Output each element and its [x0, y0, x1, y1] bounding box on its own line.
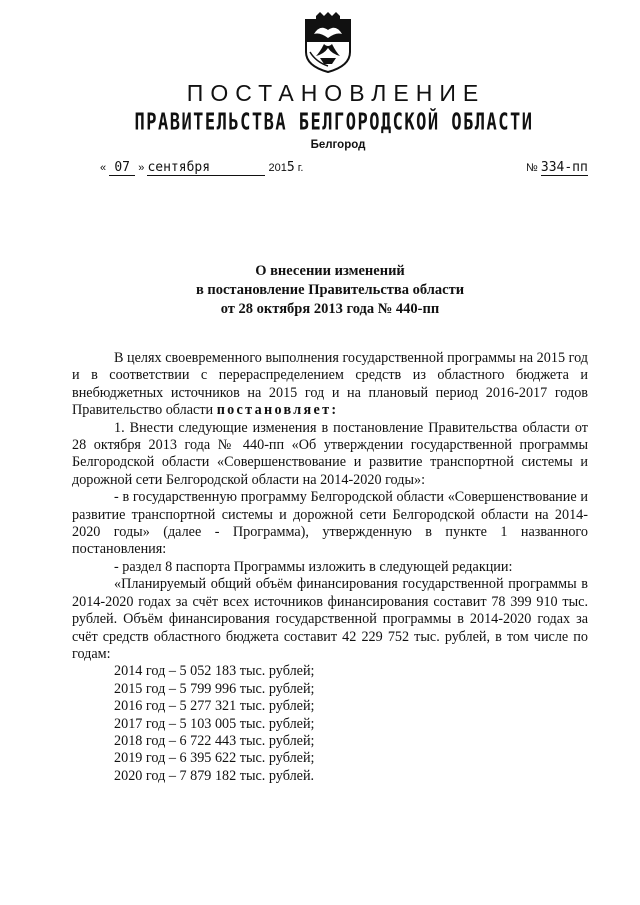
year-item: 2020 год – 7 879 182 тыс. рублей.: [114, 767, 315, 784]
yearly-financing-list: [114, 663, 588, 785]
date-year-prefix: 201: [268, 162, 287, 174]
subject-line-3: от 28 октября 2013 года № 440-пп: [220, 301, 440, 317]
date-month: сентября: [147, 160, 265, 176]
document-type-title: ПОСТАНОВЛЕНИЕ: [186, 80, 486, 106]
decree-body: [72, 350, 588, 785]
year-item: 2015 год – 5 799 996 тыс. рублей;: [114, 680, 315, 697]
date-year-digit: 5: [286, 160, 295, 175]
number-value: 334-пп: [540, 160, 588, 175]
preamble-text: В целях своевременного выполнения государственной программы на 2015 год и в соответствии с перераспределением средств из областного бюджета и внебюджетных источников на 2015 год и на плановый период 2016-2017 годов Правительство области: [72, 350, 588, 419]
clause-1-paragraph: 1. Внести следующие изменения в постановление Правительства области от 28 октября 2013 года № 440-пп «Об утверждении государственной программы Белгородской области «Совершенствование и развитие транспортной системы и дорожной сети Белгородской области на 2014-2020 годы»:: [72, 419, 588, 488]
number-label: №: [526, 162, 538, 174]
date-day: 07: [109, 160, 135, 176]
year-item: 2018 год – 6 722 443 тыс. рублей;: [114, 732, 315, 749]
program-amendment-paragraph: - в государственную программу Белгородской области «Совершенствование и развитие транспортной системы и дорожной сети Белгородской области на 2014-2020 годы» (далее - Программа), утвержденную в пункте 1 названного постановления:: [72, 489, 588, 558]
subject-line-2: в постановление Правительства области: [195, 282, 465, 298]
date-close-quote: »: [138, 162, 145, 174]
year-item: 2017 год – 5 103 005 тыс. рублей;: [114, 715, 315, 732]
decree-subject: [10, 262, 640, 319]
financing-paragraph: «Планируемый общий объём финансирования государственной программы в 2014-2020 годах за счёт всех источников финансирования составит 78 399 910 тыс. рублей. Объём финансирования государственной программы в 2014-2020 годах за счёт средств областного бюджета составит 42 229 752 тыс. рублей, в том числе по годам:: [72, 576, 588, 662]
subject-line-1: О внесении изменений: [255, 263, 405, 279]
date-year-suffix: г.: [297, 162, 304, 174]
belgorod-coat-of-arms-emblem: [302, 12, 354, 74]
issuing-authority-title: ПРАВИТЕЛЬСТВА БЕЛГОРОДСКОЙ ОБЛАСТИ: [134, 109, 534, 136]
resolves-keyword: постановляет:: [216, 402, 339, 419]
decree-number: [526, 160, 588, 175]
preamble-paragraph: [72, 350, 588, 420]
section-8-paragraph: - раздел 8 паспорта Программы изложить в следующей редакции:: [114, 558, 513, 575]
decree-date: [100, 160, 303, 176]
year-item: 2019 год – 6 395 622 тыс. рублей;: [114, 750, 315, 767]
date-open-quote: «: [100, 162, 107, 174]
year-item: 2016 год – 5 277 321 тыс. рублей;: [114, 698, 315, 715]
city-name: Белгород: [310, 139, 366, 151]
year-item: 2014 год – 5 052 183 тыс. рублей;: [114, 663, 315, 680]
